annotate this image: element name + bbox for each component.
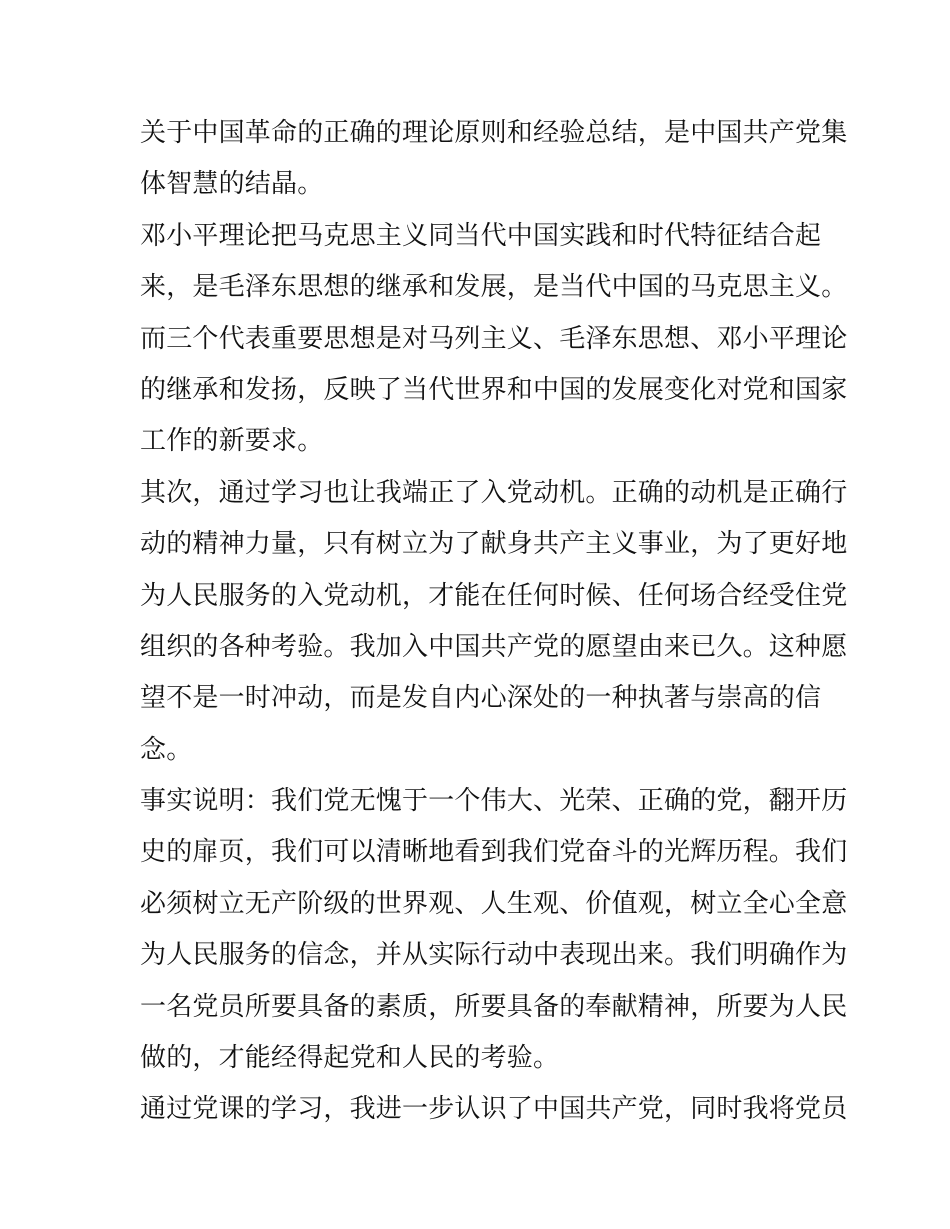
text-line: 通过党课的学习，我进一步认识了中国共产党，同时我将党员 bbox=[140, 1094, 848, 1125]
text-line: 来，是毛泽东思想的继承和发展，是当代中国的马克思主义。 bbox=[140, 272, 848, 303]
body-text bbox=[140, 108, 848, 1136]
text-line: 念。 bbox=[140, 734, 193, 765]
text-line: 望不是一时冲动，而是发自内心深处的一种执著与崇高的信 bbox=[140, 683, 822, 714]
text-line: 一名党员所要具备的素质，所要具备的奉献精神，所要为人民 bbox=[140, 991, 848, 1022]
text-line: 必须树立无产阶级的世界观、人生观、价值观，树立全心全意 bbox=[140, 888, 848, 919]
text-line: 动的精神力量，只有树立为了献身共产主义事业，为了更好地 bbox=[140, 529, 848, 560]
text-line: 组织的各种考验。我加入中国共产党的愿望由来已久。这种愿 bbox=[140, 631, 848, 662]
text-line: 做的，才能经得起党和人民的考验。 bbox=[140, 1043, 560, 1074]
text-line: 事实说明：我们党无愧于一个伟大、光荣、正确的党，翻开历 bbox=[140, 786, 848, 817]
text-line: 关于中国革命的正确的理论原则和经验总结，是中国共产党集 bbox=[140, 118, 848, 148]
text-line: 的继承和发扬，反映了当代世界和中国的发展变化对党和国家 bbox=[140, 374, 848, 405]
text-line: 而三个代表重要思想是对马列主义、毛泽东思想、邓小平理论 bbox=[140, 323, 848, 354]
text-line: 史的扉页，我们可以清晰地看到我们党奋斗的光辉历程。我们 bbox=[140, 837, 848, 868]
text-line: 其次，通过学习也让我端正了入党动机。正确的动机是正确行 bbox=[140, 477, 848, 508]
text-line: 体智慧的结晶。 bbox=[140, 169, 324, 200]
text-line: 为人民服务的入党动机，才能在任何时候、任何场合经受住党 bbox=[140, 580, 848, 611]
text-line: 邓小平理论把马克思主义同当代中国实践和时代特征结合起 bbox=[140, 220, 822, 251]
text-line: 为人民服务的信念，并从实际行动中表现出来。我们明确作为 bbox=[140, 940, 848, 971]
text-line: 工作的新要求。 bbox=[140, 426, 324, 457]
